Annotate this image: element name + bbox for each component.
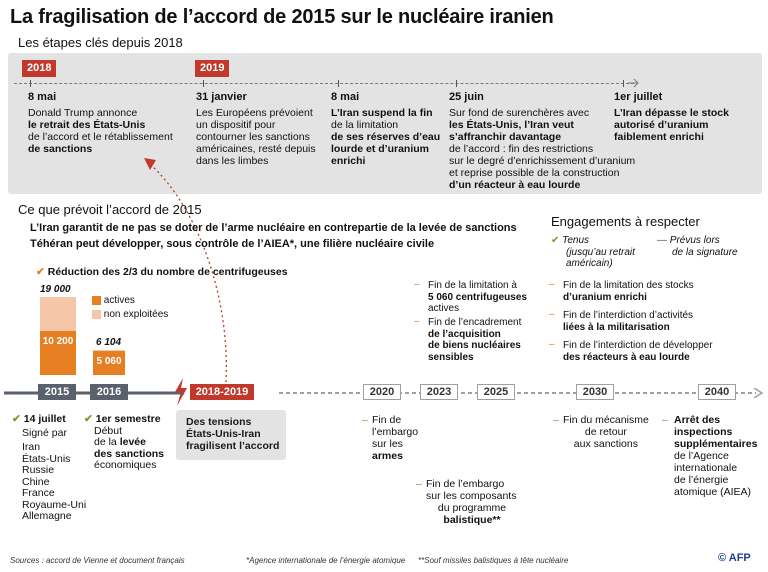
details-2016-line: économiques: [94, 459, 157, 471]
event-2019-07-01: [614, 91, 729, 143]
event-line: de l’accord : fin des restrictions: [449, 143, 594, 155]
country: Chine: [22, 475, 50, 488]
event-line: Donald Trump annonce: [28, 107, 138, 119]
details-line: aux sanctions: [573, 438, 638, 450]
top-timeline-arrow-icon: [628, 78, 640, 88]
event-line: enrichi: [331, 155, 366, 167]
engagements-heading: Engagements à respecter: [551, 214, 700, 229]
event-2018-05-08: [28, 91, 173, 155]
details-line: de l’Agence: [674, 450, 729, 462]
tensions-line: Des tensions: [186, 416, 252, 428]
legend-inactive: [92, 309, 168, 321]
engagement-line: sensibles: [428, 351, 474, 363]
event-line: faiblement enrichi: [614, 131, 704, 143]
engagement-item-stocks: [549, 279, 755, 303]
tick-event-3: [338, 80, 339, 87]
details-2020: [364, 414, 418, 462]
dash-icon: –: [414, 316, 420, 327]
tensions-text: [176, 410, 286, 452]
engagement-line: liées à la militarisation: [563, 321, 670, 333]
event-line: Les Européens prévoient: [196, 107, 313, 119]
details-line: de retour: [584, 426, 627, 438]
tick-event-5: [623, 80, 624, 87]
total-2016-label: 6 104: [96, 337, 122, 348]
engagement-item-centrifuges: [414, 279, 540, 315]
lightning-icon: [173, 378, 189, 406]
engagement-item-militarisation: [549, 309, 755, 333]
event-line: américaines, resté depuis: [196, 143, 316, 155]
dash-icon: –: [549, 339, 555, 350]
year-box-2025: 2025: [477, 384, 515, 400]
tensions-box: [176, 410, 286, 460]
centrifuges-heading-label: Réduction des 2/3 du nombre de centrifugeuses: [47, 266, 288, 278]
check-icon: ✔: [12, 413, 21, 425]
details-line: l’embargo: [372, 426, 419, 438]
details-line: Arrêt des: [674, 414, 721, 426]
legend-active-label: actives: [103, 295, 135, 306]
event-line: de ses réserves d’eau: [331, 131, 441, 143]
event-desc: [28, 107, 173, 155]
country: Russie: [22, 464, 55, 476]
country: France: [22, 487, 55, 499]
event-date: 31 janvier: [196, 91, 247, 103]
legend-future: [657, 235, 757, 258]
tensions-line: fragilisent l’accord: [186, 440, 280, 452]
accord-point-1: L’Iran garantit de ne pas se doter de l’arme nucléaire en contrepartie de la levée de sanctions: [30, 222, 517, 234]
footer-note-1: *Agence internationale de l’énergie atomique: [246, 556, 406, 565]
footer-sources: Sources : accord de Vienne et document français: [10, 556, 185, 565]
page-title: La fragilisation de l’accord de 2015 sur le nucléaire iranien: [10, 6, 554, 28]
afp-logo: © AFP: [718, 552, 751, 564]
dash-icon: –: [553, 414, 559, 426]
legend-inactive-label: non exploitées: [103, 309, 169, 320]
dash-icon: –: [362, 414, 368, 426]
legend-kept-label: Tenus: [562, 235, 590, 246]
tick-event-4: [456, 80, 457, 87]
engagement-line: Fin de l’interdiction de développer: [563, 340, 713, 351]
details-line: internationale: [674, 462, 738, 474]
details-line: balistique**: [443, 514, 501, 526]
tick-event-2: [203, 80, 204, 87]
details-line: de l’énergie: [674, 474, 729, 486]
dash-icon: –: [414, 279, 420, 290]
check-icon: ✔: [551, 235, 560, 246]
event-line: s’affranchir davantage: [449, 131, 562, 143]
total-2015-label: 19 000: [40, 284, 71, 295]
legend-kept: [551, 235, 651, 270]
centrifuges-heading: [36, 267, 288, 279]
legend-active: [92, 295, 135, 307]
details-2030: [555, 414, 649, 450]
event-date: 25 juin: [449, 91, 484, 103]
details-line: sur les composants: [426, 490, 517, 502]
details-2016-line-2: de la levée: [94, 436, 146, 448]
engagement-line: de biens nucléaires: [428, 340, 521, 351]
engagement-line: de l’acquisition: [428, 328, 501, 340]
year-box-2030: 2030: [576, 384, 614, 400]
event-date: 8 mai: [331, 91, 360, 103]
dash-icon: –: [416, 478, 422, 490]
legend-kept-label-2: (jusqu’au retrait: [566, 246, 635, 258]
event-line: dans les limbes: [196, 155, 269, 167]
check-icon: ✔: [36, 266, 45, 278]
year-badge-2019: 2019: [195, 60, 229, 77]
country: Iran: [22, 441, 41, 453]
details-2023: [418, 478, 518, 526]
event-desc: [449, 107, 635, 191]
event-line: et reprise possible de la construction: [449, 167, 620, 179]
engagement-line: Fin de l’interdiction d’activités: [563, 310, 694, 321]
dash-icon: –: [549, 279, 555, 290]
legend-swatch-inactive: [92, 310, 101, 319]
bar-2015-inactive: [40, 297, 76, 331]
details-line: sur les: [372, 438, 403, 450]
year-box-2023: 2023: [420, 384, 458, 400]
legend-kept-label-3: américain): [566, 258, 613, 269]
bar-2015-active-value: 10 200: [42, 336, 74, 347]
dash-icon: —: [657, 235, 667, 246]
country: Royaume-Uni: [22, 498, 87, 511]
bar-2016-active: [93, 351, 125, 375]
country: Allemagne: [22, 510, 72, 522]
details-2016: [84, 414, 164, 472]
legend-future-label: Prévus lors: [669, 235, 720, 246]
details-2016-line: des sanctions: [94, 447, 165, 460]
year-box-2015: 2015: [38, 384, 76, 400]
event-line: de l’accord et le rétablissement: [28, 131, 173, 143]
event-line: de la limitation: [331, 119, 399, 131]
event-2019-06-25: [449, 91, 635, 191]
details-2015-signed: Signé par: [22, 426, 67, 439]
details-line: armes: [372, 450, 403, 462]
footer-note-2: **Souf missiles balistiques à tête nucléaire: [418, 556, 569, 565]
accord-heading: Ce que prévoit l’accord de 2015: [18, 202, 202, 217]
engagement-line: Fin de l’encadrement: [428, 317, 522, 328]
engagement-line: Fin de la limitation à: [428, 280, 517, 291]
event-line: de sanctions: [28, 143, 93, 155]
year-box-2018-2019: 2018-2019: [190, 384, 254, 400]
engagement-item-reactors: [549, 339, 755, 363]
engagement-item-acquisition: [414, 316, 540, 363]
details-line: du programme: [437, 502, 507, 514]
event-line: les États-Unis, l’Iran veut: [449, 119, 574, 131]
page-subtitle: Les étapes clés depuis 2018: [18, 35, 183, 50]
check-icon: ✔: [84, 413, 93, 425]
legend-future-label-2: de la signature: [672, 246, 738, 258]
tensions-line: États-Unis-Iran: [186, 428, 261, 440]
event-line: contourner les sanctions: [196, 131, 310, 143]
engagement-line: d’uranium enrichi: [563, 291, 647, 303]
details-line: supplémentaires: [674, 438, 758, 450]
event-line: sur le degré d’enrichissement d’uranium: [449, 155, 636, 167]
engagement-line: Fin de la limitation des stocks: [563, 280, 694, 291]
year-box-2020: 2020: [363, 384, 401, 400]
bar-2016-active-value: 5 060: [96, 356, 122, 367]
engagement-line: 5 060 centrifugeuses: [428, 291, 527, 303]
year-badge-2018: 2018: [22, 60, 56, 77]
top-timeline-line: [14, 83, 634, 84]
dash-icon: –: [662, 414, 668, 426]
event-desc: [614, 107, 729, 143]
engagement-line: actives: [428, 303, 460, 314]
event-2019-05-08: [331, 91, 440, 167]
event-line: L’Iran suspend la fin: [331, 107, 433, 119]
event-line: d’un réacteur à eau lourde: [449, 179, 581, 191]
details-2040: [664, 414, 757, 498]
legend-swatch-active: [92, 296, 101, 305]
tick-event-1: [30, 80, 31, 87]
details-2016-date: 1er semestre: [95, 413, 161, 425]
details-2015-date: 14 juillet: [23, 413, 66, 425]
event-date: 8 mai: [28, 91, 57, 103]
details-line: Fin de l’embargo: [426, 478, 505, 490]
event-line: lourde et d’uranium: [331, 143, 430, 155]
event-line: L’Iran dépasse le stock: [614, 107, 729, 119]
country: États-Unis: [22, 452, 71, 465]
year-box-2016: 2016: [90, 384, 128, 400]
details-2016-line: Début: [94, 424, 123, 437]
event-line: un dispositif pour: [196, 119, 276, 131]
bar-2015-active: [40, 331, 76, 375]
event-line: Sur fond de surenchères avec: [449, 107, 590, 119]
details-line: atomique (AIEA): [674, 486, 752, 498]
event-line: le retrait des États-Unis: [28, 119, 146, 131]
engagement-line: des réacteurs à eau lourde: [563, 351, 690, 363]
details-line: Fin du mécanisme: [563, 414, 649, 426]
year-box-2040: 2040: [698, 384, 736, 400]
details-2015: [12, 414, 86, 523]
accord-point-2: Téhéran peut développer, sous contrôle de l’AIEA*, une filière nucléaire civile: [30, 238, 435, 250]
event-line: autorisé d’uranium: [614, 119, 709, 131]
details-line: Fin de: [372, 414, 402, 426]
details-line: inspections: [674, 426, 733, 438]
event-desc: [331, 107, 440, 167]
dash-icon: –: [549, 309, 555, 320]
event-date: 1er juillet: [614, 91, 663, 103]
details-2015-countries: [12, 442, 86, 523]
